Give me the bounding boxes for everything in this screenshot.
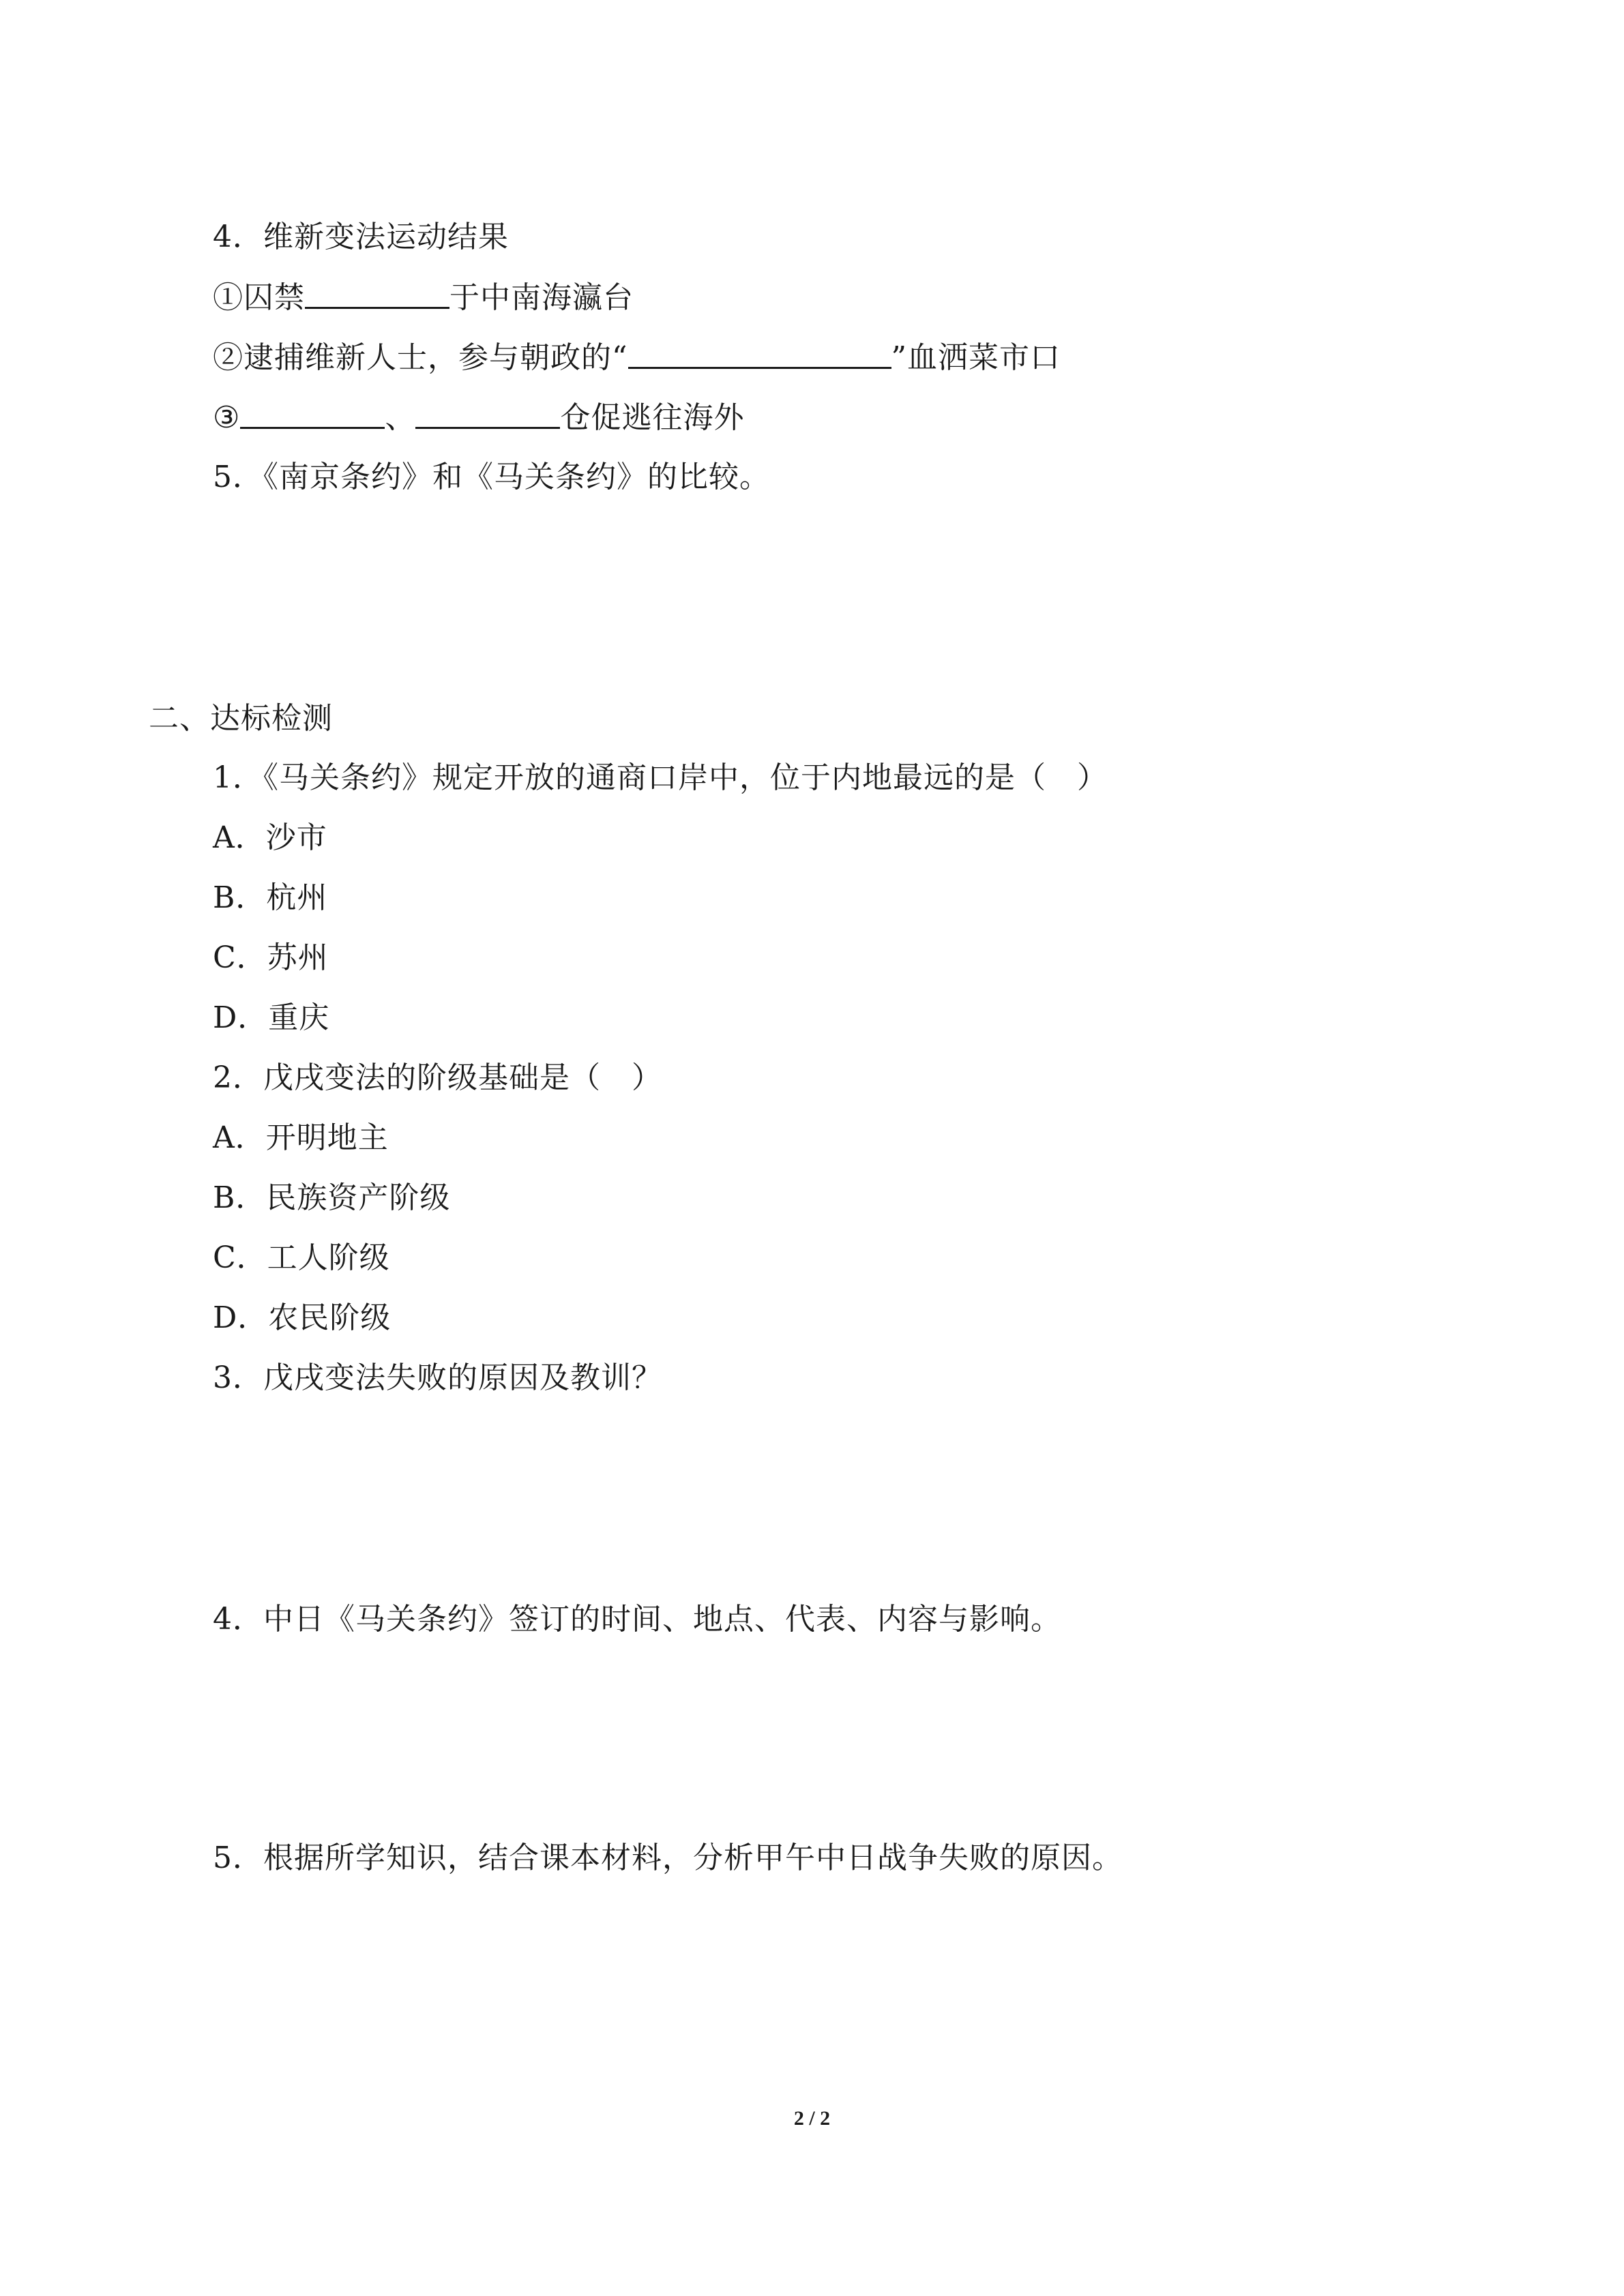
question-2-stem: 2．戊戌变法的阶级基础是（ ） — [213, 1060, 662, 1095]
fill-blank[interactable] — [305, 277, 449, 309]
question-2-option-c[interactable]: C．工人阶级 — [213, 1240, 390, 1275]
question-2-option-a[interactable]: A．开明地主 — [213, 1120, 389, 1155]
question-1-option-a[interactable]: A．沙市 — [213, 820, 327, 855]
q4-item-3 — [213, 397, 744, 438]
q4-item-1-prefix: ①囚禁 — [213, 280, 305, 315]
page-number: 2 / 2 — [793, 2107, 831, 2130]
q5-title: 5．《南京条约》和《马关条约》的比较。 — [213, 460, 770, 494]
section-heading: 二、达标检测 — [149, 701, 333, 736]
question-5: 5．根据所学知识，结合课本材料，分析甲午中日战争失败的原因。 — [213, 1840, 1123, 1875]
fill-blank[interactable] — [240, 397, 385, 429]
question-1-option-d[interactable]: D．重庆 — [213, 1000, 330, 1035]
fill-blank[interactable] — [415, 397, 560, 429]
q4-item-1 — [213, 277, 634, 318]
question-3: 3．戊戌变法失败的原因及教训？ — [213, 1360, 662, 1395]
question-2-option-d[interactable]: D．农民阶级 — [213, 1300, 392, 1335]
question-1-option-c[interactable]: C．苏州 — [213, 940, 329, 975]
q4-item-2-suffix: ”血洒菜市口 — [891, 340, 1061, 375]
question-4: 4．中日《马关条约》签订的时间、地点、代表、内容与影响。 — [213, 1602, 1061, 1637]
question-1-stem: 1．《马关条约》规定开放的通商口岸中，位于内地最远的是（ ） — [213, 760, 1108, 795]
question-1-option-b[interactable]: B．杭州 — [213, 880, 328, 915]
q4-item-1-suffix: 于中南海瀛台 — [449, 280, 634, 315]
fill-blank[interactable] — [628, 337, 891, 369]
q4-item-2 — [213, 337, 1061, 378]
q4-item-3-suffix: 仓促逃往海外 — [560, 400, 745, 435]
question-2-option-b[interactable]: B．民族资产阶级 — [213, 1180, 451, 1215]
q4-item-2-prefix: ②逮捕维新人士，参与朝政的“ — [213, 340, 628, 375]
q4-title: 4．维新变法运动结果 — [213, 220, 509, 254]
q4-item-3-separator: 、 — [385, 400, 416, 435]
q4-item-3-prefix: ③ — [213, 400, 241, 435]
